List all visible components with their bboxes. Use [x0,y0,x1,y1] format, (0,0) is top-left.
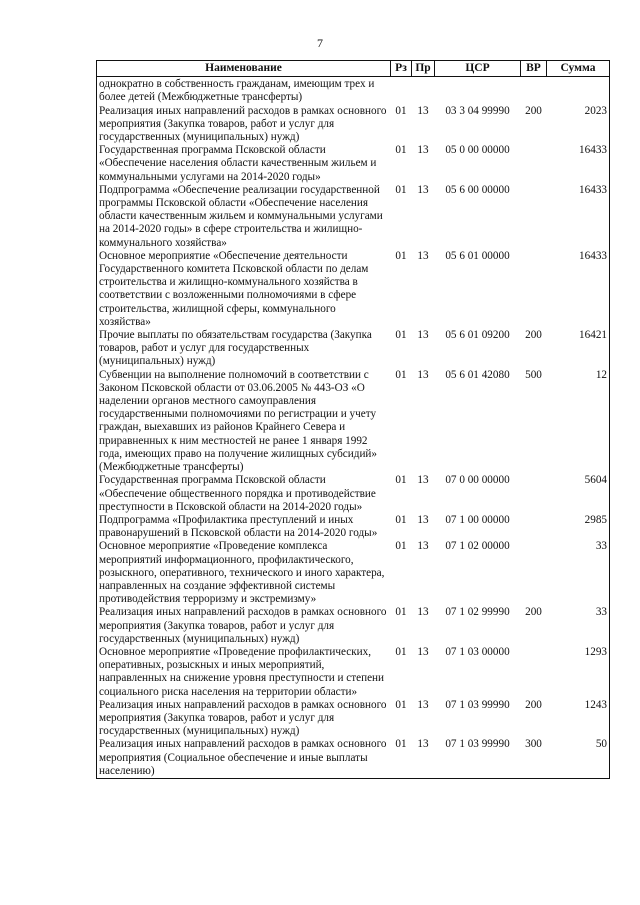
row-csr: 05 6 00 00000 [445,183,510,196]
row-sum: 1293 [547,646,610,699]
row-vr: 200 [525,698,542,711]
table-row [97,738,610,778]
row-rz: 01 [395,698,407,711]
row-rz: 01 [395,104,407,117]
row-sum: 12 [547,369,610,475]
row-vr: 200 [525,104,542,117]
table-row [97,105,610,145]
row-csr: 03 3 04 99990 [445,104,510,117]
row-sum: 50 [547,738,610,778]
row-pr: 13 [417,513,429,526]
table-row [97,540,610,606]
page-number: 7 [317,36,323,50]
row-pr: 13 [417,474,429,487]
row-sum: 33 [547,606,610,646]
row-vr [521,77,547,105]
row-pr: 13 [417,645,429,658]
row-csr: 07 1 03 99990 [435,738,521,778]
row-rz: 01 [395,329,407,342]
row-name: Подпрограмма «Обеспечение реализации государственной программы Псковской области «Обеспечение населения области качественным жильем и коммунальными услугами на 2014-2020 годы» в сфере строительства и жилищно-коммунального хозяйства» [97,184,391,250]
table-row [97,646,610,699]
row-name: Подпрограмма «Профилактика преступлений и иных правонарушений в Псковской области на 2014-2020 годы» [97,514,391,540]
row-name: Основное мероприятие «Обеспечение деятельности Государственного комитета Псковской области по делам строительства и жилищно-коммунального хозяйства в соответствии с возложенными полномочиями в сфере строительства, жилищной сферы, коммунального хозяйства» [97,250,391,329]
row-pr: 13 [412,738,435,778]
row-vr [521,184,547,250]
row-pr [412,77,435,105]
row-pr: 13 [417,104,429,117]
row-pr: 13 [417,329,429,342]
row-pr: 13 [417,144,429,157]
table-row [97,369,610,475]
row-sum [547,77,610,105]
header-csr: ЦСР [435,61,521,77]
row-csr: 07 0 00 00000 [445,474,510,487]
row-name: однократно в собственность гражданам, имеющим трех и более детей (Межбюджетные трансферты) [97,77,391,105]
row-rz: 01 [395,183,407,196]
table-row [97,514,610,540]
row-rz: 01 [395,513,407,526]
row-vr [521,646,547,699]
row-csr: 07 1 00 00000 [445,513,510,526]
row-rz: 01 [395,144,407,157]
table-row [97,77,610,105]
row-pr: 13 [417,249,429,262]
row-name: Реализация иных направлений расходов в рамках основного мероприятия (Закупка товаров, работ и услуг для государственных (муниципальных) нужд) [97,699,391,739]
row-vr [521,250,547,329]
row-sum: 2023 [547,105,610,145]
row-csr: 05 6 01 42080 [445,368,510,381]
row-name: Реализация иных направлений расходов в рамках основного мероприятия (Закупка товаров, работ и услуг для государственных (муниципальных) нужд) [97,606,391,646]
header-rz: Рз [391,61,412,77]
row-name: Основное мероприятие «Проведение комплекса мероприятий информационного, профилактического, розыскного, оперативного, технического и иного характера, направленных на создание эффективной системы противодействия терроризму и экстремизму» [97,540,391,606]
header-pr: Пр [412,61,435,77]
row-sum: 1243 [547,699,610,739]
table-header-row [97,61,610,77]
row-vr [521,474,547,514]
row-csr: 07 1 03 99990 [445,698,510,711]
row-pr: 13 [417,540,429,553]
row-pr: 13 [417,698,429,711]
row-rz: 01 [395,249,407,262]
row-sum: 5604 [547,474,610,514]
row-name: Государственная программа Псковской области «Обеспечение населения области качественным жильем и коммунальными услугами на 2014-2020 годы» [97,144,391,184]
table-row [97,329,610,369]
row-vr [521,514,547,540]
row-name: Государственная программа Псковской области «Обеспечение общественного порядка и противодействие преступности в Псковской области на 2014-2020 годы» [97,474,391,514]
row-csr: 05 0 00 00000 [445,144,510,157]
row-rz: 01 [395,540,407,553]
row-csr: 07 1 02 99990 [445,606,510,619]
row-rz: 01 [391,738,412,778]
row-pr: 13 [417,183,429,196]
row-sum: 16433 [547,144,610,184]
row-csr: 05 6 01 09200 [445,329,510,342]
row-vr: 500 [525,368,542,381]
row-rz: 01 [395,645,407,658]
row-vr: 200 [525,329,542,342]
row-pr: 13 [417,368,429,381]
row-rz: 01 [395,606,407,619]
row-pr: 13 [417,606,429,619]
row-csr [435,77,521,105]
row-name: Прочие выплаты по обязательствам государства (Закупка товаров, работ и услуг для государственных (муниципальных) нужд) [97,329,391,369]
row-csr: 05 6 01 00000 [445,249,510,262]
row-rz: 01 [395,474,407,487]
row-name: Реализация иных направлений расходов в рамках основного мероприятия (Социальное обеспечение и иные выплаты населению) [97,738,391,778]
row-name: Реализация иных направлений расходов в рамках основного мероприятия (Закупка товаров, работ и услуг для государственных (муниципальных) нужд) [97,105,391,145]
row-sum: 33 [547,540,610,606]
row-sum: 16421 [547,329,610,369]
table-row [97,144,610,184]
row-vr: 300 [521,738,547,778]
header-vr: ВР [521,61,547,77]
row-name: Основное мероприятие «Проведение профилактических, оперативных, розыскных и иных мероприятий, направленных на снижение уровня преступности и степени социального риска населения на территории области» [97,646,391,699]
table-row [97,606,610,646]
row-csr: 07 1 03 00000 [445,645,510,658]
header-sum: Сумма [547,61,610,77]
row-rz: 01 [395,368,407,381]
row-name: Субвенции на выполнение полномочий в соответствии с Законом Псковской области от 03.06.2005 № 443-ОЗ «О наделении органов местного самоуправления государственными полномочиями по регистрации и учету граждан, выехавших из районов Крайнего Севера и приравненных к ним местностей не ранее 1 января 1992 года, имеющих право на получение жилищных субсидий» (Межбюджетные трансферты) [97,369,391,475]
header-name: Наименование [97,61,391,77]
row-sum: 16433 [547,250,610,329]
row-csr: 07 1 02 00000 [445,540,510,553]
row-vr [521,144,547,184]
table-row [97,250,610,329]
row-rz [391,77,412,105]
row-sum: 2985 [547,514,610,540]
row-vr [521,540,547,606]
table-row [97,474,610,514]
table-row [97,699,610,739]
row-sum: 16433 [547,184,610,250]
table-row [97,184,610,250]
budget-table [96,60,610,779]
row-vr: 200 [525,606,542,619]
